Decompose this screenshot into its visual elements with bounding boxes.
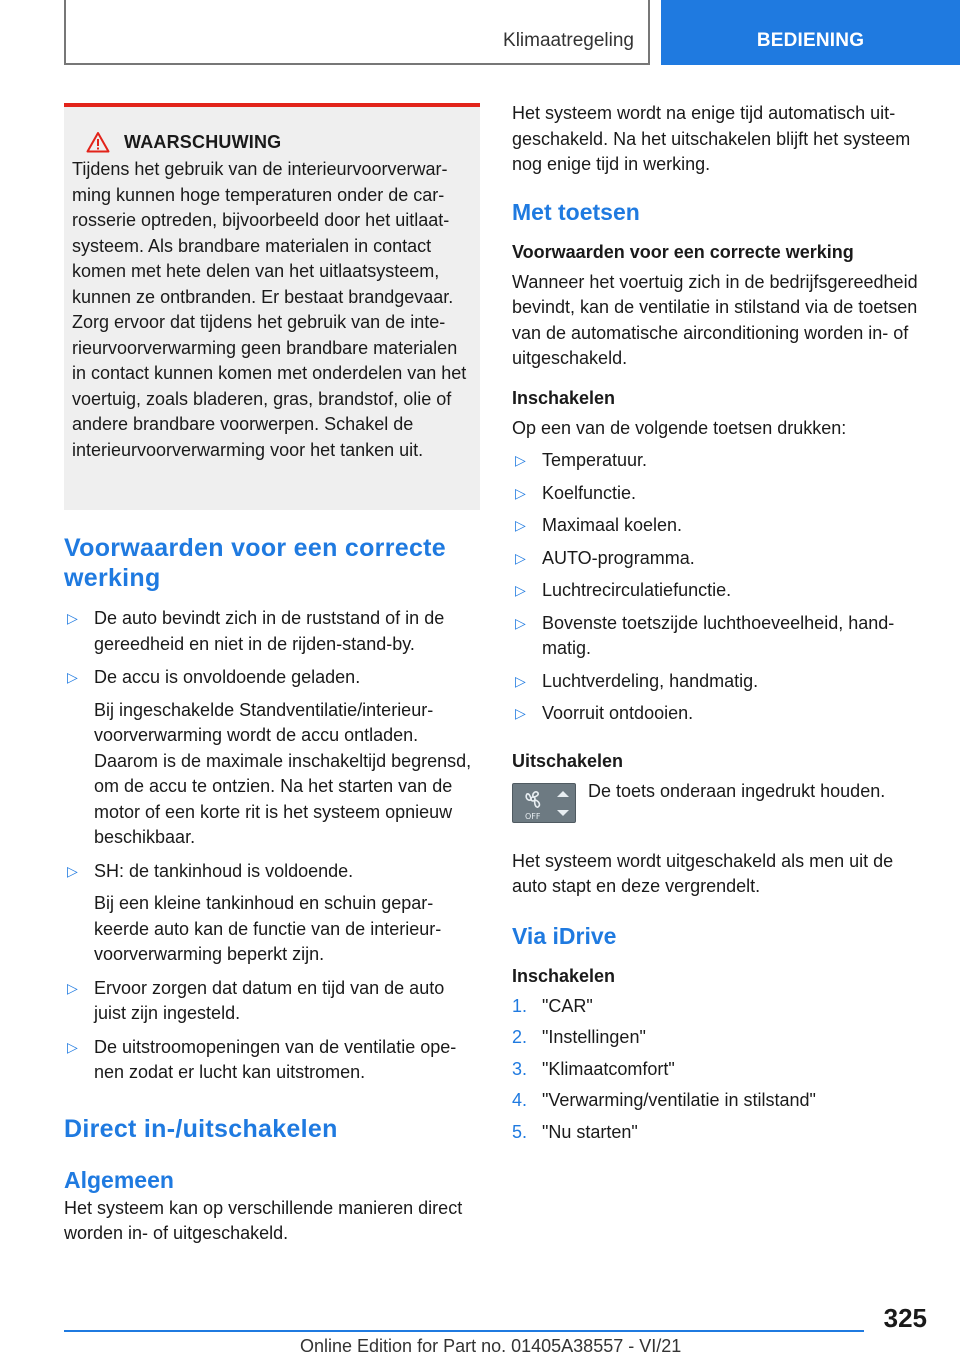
general-heading: Algemeen [64,1166,174,1193]
warning-text: Tijdens het gebruik van de interieurvoorverwarming kunnen hoge temperaturen onder de carrosserie optreden, bijvoorbeeld door het uitlaatsysteem. Als brandbare materialen in contact komen met hete delen van het uitlaatsysteem, kunnen ze ontbranden. Er bestaat brandgevaar. Zorg ervoor dat tijdens het gebruik van de interieurvoorverwarming geen brandbare materialen in contact kunnen komen met onderdelen van het voertuig, zoals bladeren, gras, brandstof, olie of andere brandbare voorwerpen. Schakel de interieurvoorverwarming voor het tanken uit. [72,159,467,460]
intro-text: Het systeem wordt na enige tijd automatisch uitgeschakeld. Na het uitschakelen blijft het systeem nog enige tijd in werking. [512,103,911,174]
warning-title: WAARSCHUWING [124,131,282,152]
list-item [64,859,480,968]
step-text: "Instellingen" [542,1027,646,1047]
switch-off-text: De toets onderaan ingedrukt houden. [588,780,886,801]
step-item [512,1088,928,1114]
triangle-bullet-icon: ▷ [515,582,526,598]
switch-on-text: Op een van de volgende toetsen drukken: [512,417,847,438]
requirements-heading: Voorwaarden voor een correcte werking [512,241,854,262]
list-item-text: Koelfunctie. [542,482,637,503]
step-text: "Nu starten" [542,1121,638,1142]
list-item [64,606,480,657]
switch-off-heading: Uitschakelen [512,750,624,771]
step-text: "CAR" [542,995,593,1016]
chapter-tab [661,0,960,65]
requirements-text: Wanneer het voertuig zich in de bedrijfsgereedheid bevindt, kan de ventilatie in stilstand via de toetsen van de automatische airconditioning worden in- of uitgeschakeld. [512,271,918,368]
footer-divider [64,1330,864,1332]
triangle-bullet-icon: ▷ [67,669,78,685]
footer-edition: Online Edition for Part no. 01405A38557 - VI/21 [300,1336,682,1356]
list-item [512,546,928,572]
list-item [512,669,928,695]
switch-on-heading: Inschakelen [512,387,616,408]
list-item-text: SH: de tankinhoud is voldoende. [94,860,354,881]
list-item-note: Bij een kleine tankinhoud en schuin geparkeerde auto kan de functie van de interieurvoorverwarming beperkt zijn. [94,893,442,964]
triangle-bullet-icon: ▷ [67,979,78,996]
list-item-text: AUTO-programma. [542,547,695,568]
list-item-text: Luchtverdeling, handmatig. [542,670,759,691]
step-text: "Verwarming/ventilatie in stilstand" [542,1090,816,1110]
section-title: Klimaatregeling [503,30,634,51]
triangle-bullet-icon: ▷ [67,862,78,879]
list-item [64,665,480,851]
conditions-heading: Voorwaarden voor een correcte werking [64,534,446,592]
step-number: 1. [512,995,528,1016]
general-text: Het systeem kan op verschillende manieren direct worden in- of uitgeschakeld. [64,1197,463,1243]
list-item [512,578,928,604]
header-section-box [64,0,650,65]
step-item [512,1057,928,1083]
list-item [512,481,928,507]
list-item-text: De accu is onvoldoende geladen. [94,667,361,687]
switch-off-note: Het systeem wordt uitgeschakeld als men uit de auto stapt en deze vergrendelt. [512,850,894,896]
idrive-heading: Via iDrive [512,922,617,949]
triangle-bullet-icon: ▷ [515,484,526,501]
list-item-text: De auto bevindt zich in de ruststand of in de gereedheid en niet in de rijden-stand-by. [94,608,445,654]
right-column [512,101,928,1145]
triangle-bullet-icon: ▷ [67,1038,78,1055]
chapter-label: BEDIENING [756,30,865,51]
left-column [64,533,480,1247]
keys-list [512,448,928,727]
list-item [512,513,928,539]
direct-heading: Direct in-/uitschakelen [64,1114,338,1143]
triangle-bullet-icon: ▷ [515,549,526,566]
step-item [512,1025,928,1051]
list-item-text: Bovenste toetszijde luchthoeveelheid, handmatig. [542,612,895,658]
list-item-note: Bij ingeschakelde Standventilatie/interieurvoorverwarming wordt de accu ontladen. Daarom is de maximale inschakeltijd begrensd, om de accu te ontzien. Na het starten van de motor of een korte rit is het systeem opnieuw beschikbaar. [94,699,472,847]
step-number: 4. [512,1090,528,1110]
step-text: "Klimaatcomfort" [542,1058,675,1079]
triangle-bullet-icon: ▷ [67,610,78,626]
list-item-text: Luchtrecirculatiefunctie. [542,580,732,600]
list-item-text: Voorruit ontdooien. [542,703,694,723]
conditions-list [64,606,480,1086]
warning-header [86,131,470,153]
idrive-on-heading: Inschakelen [512,965,616,986]
fan-off-button-image [512,783,576,823]
list-item [512,701,928,727]
step-item [512,1120,928,1146]
fan-off-icon [513,784,577,824]
list-item-text: Maximaal koelen. [542,515,683,535]
keys-heading: Met toetsen [512,198,640,225]
triangle-bullet-icon: ▷ [515,614,526,631]
list-item-text: Ervoor zorgen dat datum en tijd van de auto juist zijn ingesteld. [94,977,445,1023]
list-item-text: Temperatuur. [542,450,648,470]
triangle-bullet-icon: ▷ [515,517,526,533]
idrive-steps [512,994,928,1146]
page-number: 325 [883,1303,927,1333]
step-number: 3. [512,1058,528,1079]
list-item [64,976,480,1027]
warning-box [64,103,480,510]
svg-text:OFF: OFF [525,811,541,821]
list-item-text: De uitstroomopeningen van de ventilatie openen zodat er lucht kan uitstromen. [94,1036,457,1082]
step-number: 5. [512,1121,528,1142]
list-item [512,611,928,662]
step-number: 2. [512,1027,528,1047]
switch-off-row [512,779,928,831]
step-item [512,994,928,1020]
list-item [512,448,928,474]
triangle-bullet-icon: ▷ [515,452,526,468]
warning-triangle-icon [86,131,110,153]
triangle-bullet-icon: ▷ [515,705,526,721]
list-item [64,1035,480,1086]
triangle-bullet-icon: ▷ [515,672,526,689]
